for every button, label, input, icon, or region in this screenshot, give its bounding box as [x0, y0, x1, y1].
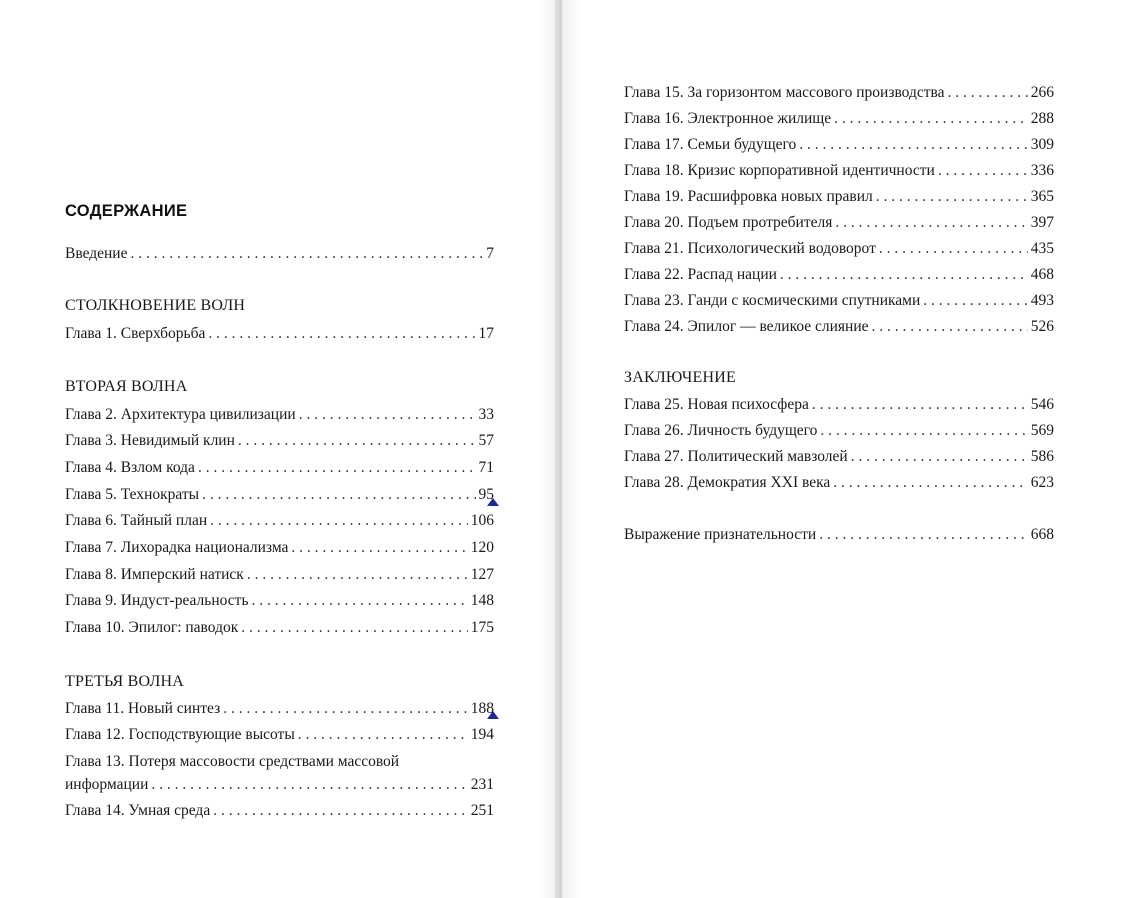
toc-entry[interactable]	[65, 323, 494, 345]
entry-page: 586	[1030, 448, 1054, 465]
toc-entry[interactable]	[65, 457, 494, 479]
dot-leader	[948, 82, 1028, 104]
section-title: ЗАКЛЮЧЕНИЕ	[624, 369, 736, 386]
entry-label: Глава 21. Психологический водоворот	[624, 240, 876, 257]
dot-leader	[938, 160, 1028, 182]
entry-label: Глава 19. Расшифровка новых правил	[624, 188, 873, 205]
entry-page: 266	[1030, 84, 1054, 101]
entry-page: 546	[1030, 396, 1054, 413]
entry-label: Введение	[65, 245, 128, 262]
entry-label: Глава 12. Господствующие высоты	[65, 726, 295, 743]
entry-label: Глава 26. Личность будущего	[624, 422, 818, 439]
toc-entry[interactable]	[65, 484, 494, 506]
toc-entry[interactable]	[65, 617, 494, 639]
dot-leader	[835, 212, 1027, 234]
entry-label: Глава 24. Эпилог — великое слияние	[624, 318, 869, 335]
toc-entry[interactable]	[624, 316, 1054, 338]
dot-leader	[210, 510, 468, 532]
dot-leader	[876, 186, 1028, 208]
entry-label: информации	[65, 776, 149, 793]
dot-leader	[299, 404, 476, 426]
entry-page: 435	[1030, 240, 1054, 257]
entry-label: Глава 16. Электронное жилище	[624, 110, 832, 127]
dot-leader	[923, 290, 1027, 312]
entry-label: Глава 6. Тайный план	[65, 512, 208, 529]
toc-entry[interactable]	[624, 212, 1054, 234]
dot-leader	[241, 617, 468, 639]
entry-label: Глава 4. Взлом кода	[65, 459, 195, 476]
entry-label: Глава 14. Умная среда	[65, 802, 211, 819]
entry-page: 397	[1030, 214, 1054, 231]
entry-label: Глава 11. Новый синтез	[65, 700, 221, 717]
entry-page: 106	[470, 512, 494, 529]
entry-label: Глава 28. Демократия XXI века	[624, 474, 831, 491]
entry-label: Глава 23. Ганди с космическими спутниками	[624, 292, 921, 309]
dot-leader	[151, 774, 467, 796]
dot-leader	[812, 394, 1028, 416]
entry-label-line1[interactable]: Глава 13. Потеря массовости средствами массовой	[65, 753, 400, 770]
entry-page: 468	[1030, 266, 1054, 283]
toc-entry[interactable]	[65, 404, 494, 426]
entry-page: 668	[1030, 526, 1054, 543]
toc-entry[interactable]	[624, 420, 1054, 442]
dot-leader	[238, 430, 476, 452]
toc-entry[interactable]	[65, 698, 494, 720]
entry-label: Глава 27. Политический мавзолей	[624, 448, 848, 465]
cursor-marker-icon	[487, 498, 499, 506]
toc-entry[interactable]	[65, 430, 494, 452]
entry-label: Глава 9. Индуст-реальность	[65, 592, 249, 609]
toc-entry[interactable]	[624, 82, 1054, 104]
toc-title: СОДЕРЖАНИЕ	[65, 202, 188, 220]
entry-label: Глава 5. Технократы	[65, 486, 200, 503]
dot-leader	[202, 484, 475, 506]
dot-leader	[213, 800, 468, 822]
toc-entry[interactable]	[624, 290, 1054, 312]
dot-leader	[851, 446, 1028, 468]
entry-page: 175	[470, 619, 494, 636]
entry-page: 231	[470, 776, 494, 793]
entry-page: 251	[470, 802, 494, 819]
entry-label: Глава 15. За горизонтом массового производства	[624, 84, 945, 101]
dot-leader	[247, 564, 468, 586]
toc-entry[interactable]	[624, 186, 1054, 208]
toc-entry[interactable]	[624, 238, 1054, 260]
toc-entry[interactable]	[624, 134, 1054, 156]
dot-leader	[130, 243, 483, 265]
dot-leader	[819, 524, 1028, 546]
toc-entry[interactable]	[65, 510, 494, 532]
entry-label: Глава 17. Семьи будущего	[624, 136, 797, 153]
toc-entry[interactable]	[624, 446, 1054, 468]
section-title: СТОЛКНОВЕНИЕ ВОЛН	[65, 297, 246, 314]
entry-page: 33	[478, 406, 494, 423]
entry-page: 57	[478, 432, 494, 449]
entry-label: Глава 1. Сверхборьба	[65, 325, 206, 342]
toc-entry[interactable]	[624, 264, 1054, 286]
section-title: ТРЕТЬЯ ВОЛНА	[65, 673, 185, 690]
entry-page: 569	[1030, 422, 1054, 439]
entry-label: Глава 7. Лихорадка национализма	[65, 539, 289, 556]
dot-leader	[291, 537, 467, 559]
entry-page: 493	[1030, 292, 1054, 309]
toc-entry-acknowledgements[interactable]	[624, 524, 1054, 546]
toc-entry[interactable]	[624, 108, 1054, 130]
entry-page: 17	[478, 325, 494, 342]
entry-page: 71	[478, 459, 494, 476]
toc-entry[interactable]	[65, 590, 494, 612]
dot-leader	[780, 264, 1028, 286]
toc-entry[interactable]	[65, 774, 494, 796]
entry-page: 288	[1030, 110, 1054, 127]
cursor-marker-icon	[487, 711, 499, 719]
toc-entry[interactable]	[65, 564, 494, 586]
toc-entry[interactable]	[624, 394, 1054, 416]
entry-page: 623	[1030, 474, 1054, 491]
entry-label: Глава 25. Новая психосфера	[624, 396, 809, 413]
entry-label: Глава 3. Невидимый клин	[65, 432, 235, 449]
toc-entry[interactable]	[65, 800, 494, 822]
entry-page: 127	[470, 566, 494, 583]
entry-page: 194	[470, 726, 494, 743]
dot-leader	[208, 323, 475, 345]
entry-label: Глава 10. Эпилог: паводок	[65, 619, 239, 636]
dot-leader	[252, 590, 468, 612]
dot-leader	[820, 420, 1027, 442]
toc-entry[interactable]	[624, 472, 1054, 494]
entry-page: 120	[470, 539, 494, 556]
entry-page: 95	[478, 486, 494, 503]
dot-leader	[879, 238, 1028, 260]
entry-page: 309	[1030, 136, 1054, 153]
entry-label: Глава 20. Подъем протребителя	[624, 214, 833, 231]
toc-entry[interactable]	[65, 537, 494, 559]
dot-leader	[872, 316, 1028, 338]
entry-page: 188	[470, 700, 494, 717]
dot-leader	[799, 134, 1028, 156]
entry-page: 526	[1030, 318, 1054, 335]
entry-label: Выражение признательности	[624, 526, 817, 543]
entry-label: Глава 18. Кризис корпоративной идентичности	[624, 162, 935, 179]
toc-entry[interactable]	[65, 724, 494, 746]
entry-page: 336	[1030, 162, 1054, 179]
entry-label: Глава 8. Имперский натиск	[65, 566, 244, 583]
dot-leader	[833, 472, 1027, 494]
entry-page: 148	[470, 592, 494, 609]
section-title: ВТОРАЯ ВОЛНА	[65, 378, 188, 395]
entry-page: 7	[486, 245, 494, 262]
entry-label: Глава 2. Архитектура цивилизации	[65, 406, 296, 423]
dot-leader	[298, 724, 468, 746]
toc-entry-intro[interactable]	[65, 243, 494, 265]
dot-leader	[198, 457, 476, 479]
entry-page: 365	[1030, 188, 1054, 205]
toc-entry[interactable]	[624, 160, 1054, 182]
dot-leader	[223, 698, 468, 720]
dot-leader	[834, 108, 1028, 130]
entry-label: Глава 22. Распад нации	[624, 266, 777, 283]
